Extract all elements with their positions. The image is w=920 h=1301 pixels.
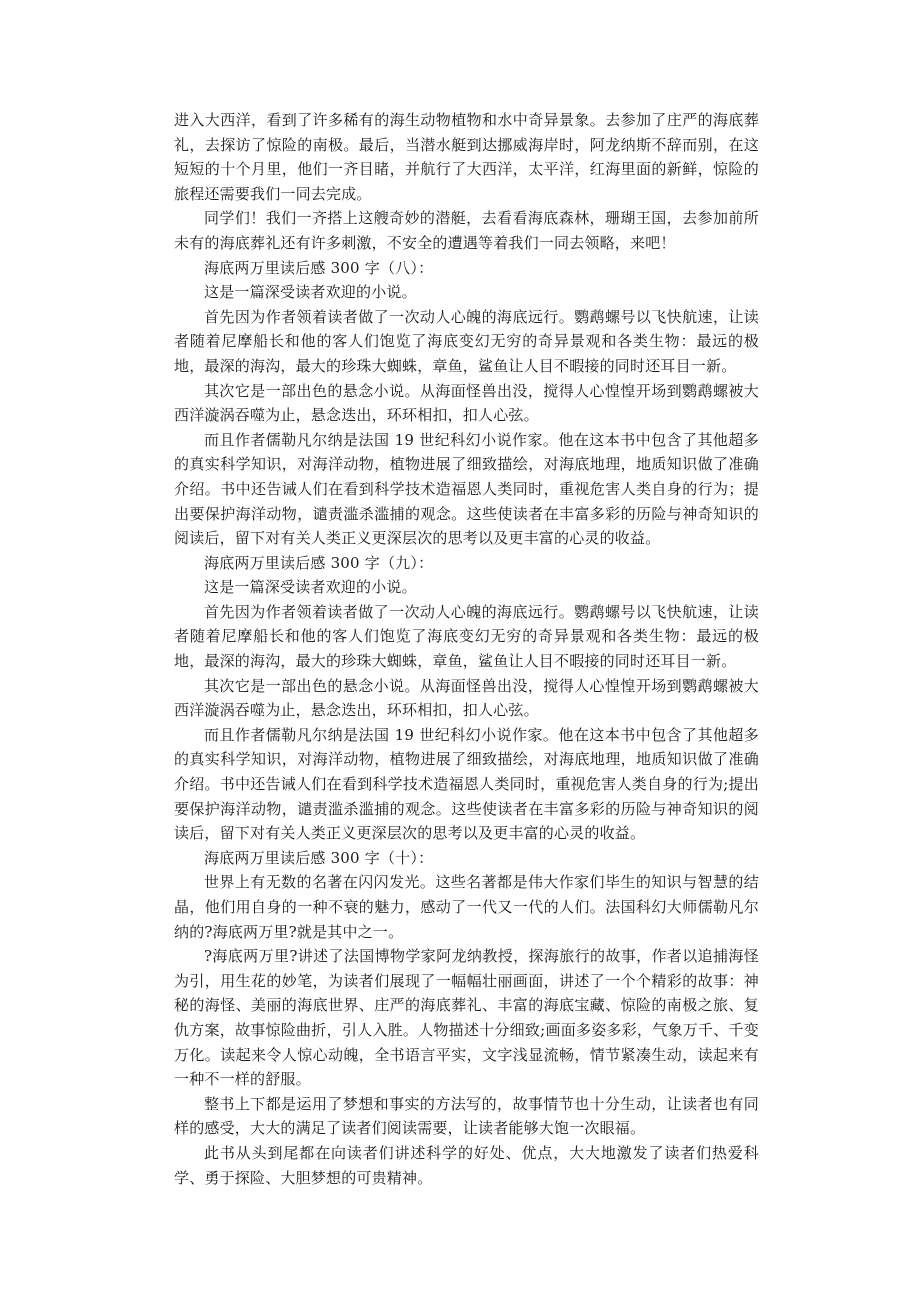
paragraph: 首先因为作者领着读者做了一次动人心魄的海底远行。鹦鹉螺号以飞快航速，让读者随着尼摩船长和他的客人们饱览了海底变幻无穷的奇异景观和各类生物：最远的极地，最深的海沟，最大的珍珠大蜘蛛，章鱼，鲨鱼让人目不暇接的同时还耳目一新。 bbox=[174, 307, 759, 375]
paragraph-continuation: 进入大西洋，看到了许多稀有的海生动物植物和水中奇异景象。去参加了庄严的海底葬礼，去探访了惊险的南极。最后，当潜水艇到达挪威海岸时，阿龙纳斯不辞而别，在这短短的十个月里，他们一齐目睹，并航行了大西洋，太平洋，红海里面的新鲜，惊险的旅程还需要我们一同去完成。 bbox=[174, 111, 759, 203]
section-heading-8: 海底两万里读后感 300 字（八）： bbox=[204, 258, 434, 277]
section-heading-10: 海底两万里读后感 300 字（十）： bbox=[204, 848, 434, 867]
paragraph: 整书上下都是运用了梦想和事实的方法写的，故事情节也十分生动，让读者也有同样的感受，大大的满足了读者们阅读需要，让读者能够大饱一次眼福。 bbox=[174, 1094, 759, 1138]
paragraph: 这是一篇深受读者欢迎的小说。 bbox=[204, 578, 417, 597]
paragraph-invitation: 同学们！我们一齐搭上这艘奇妙的潜艇，去看看海底森林，珊瑚王国，去参加前所未有的海底葬礼还有许多刺激，不安全的遭遇等着我们一同去领略，来吧！ bbox=[174, 209, 759, 252]
paragraph: 而且作者儒勒凡尔纳是法国 19 世纪科幻小说作家。他在这本书中包含了其他超多的真实科学知识，对海洋动物，植物进展了细致描绘，对海底地理，地质知识做了准确介绍。书中还告诫人们在看到科学技术造福恩人类同时，重视危害人类自身的行为;提出要保护海洋动物，谴责滥杀滥捕的观念。这些使读者在丰富多彩的历险与神奇知识的阅读后，留下对有关人类正义更深层次的思考以及更丰富的心灵的收益。 bbox=[174, 725, 759, 843]
paragraph: ?海底两万里?讲述了法国博物学家阿龙纳教授，探海旅行的故事，作者以追捕海怪为引，用生花的妙笔，为读者们展现了一幅幅壮丽画面，讲述了一个个精彩的故事：神秘的海怪、美丽的海底世界、庄严的海底葬礼、丰富的海底宝藏、惊险的南极之旅、复仇方案，故事惊险曲折，引人入胜。人物描述十分细致;画面多姿多彩，气象万千、千变万化。读起来令人惊心动魄，全书语言平实，文字浅显流畅，情节紧凑生动，读起来有一种不一样的舒服。 bbox=[174, 947, 759, 1089]
paragraph: 世界上有无数的名著在闪闪发光。这些名著都是伟大作家们毕生的知识与智慧的结晶，他们用自身的一种不衰的魅力，感动了一代又一代的人们。法国科幻大师儒勒凡尔纳的?海底两万里?就是其中之一。 bbox=[174, 873, 759, 941]
paragraph: 这是一篇深受读者欢迎的小说。 bbox=[204, 283, 417, 302]
paragraph: 首先因为作者领着读者做了一次动人心魄的海底远行。鹦鹉螺号以飞快航速，让读者随着尼摩船长和他的客人们饱览了海底变幻无穷的奇异景观和各类生物：最远的极地，最深的海沟，最大的珍珠大蜘蛛，章鱼，鲨鱼让人目不暇接的同时还耳目一新。 bbox=[174, 602, 759, 671]
paragraph: 此书从头到尾都在向读者们讲述科学的好处、优点，大大地激发了读者们热爱科学、勇于探险、大胆梦想的可贵精神。 bbox=[174, 1143, 759, 1187]
paragraph: 其次它是一部出色的悬念小说。从海面怪兽出没，搅得人心惶惶开场到鹦鹉螺被大西洋漩涡吞噬为止，悬念迭出，环环相扣，扣人心弦。 bbox=[174, 676, 759, 720]
paragraph: 而且作者儒勒凡尔纳是法国 19 世纪科幻小说作家。他在这本书中包含了其他超多的真实科学知识，对海洋动物，植物进展了细致描绘，对海底地理，地质知识做了准确介绍。书中还告诫人们在看到科学技术造福恩人类同时，重视危害人类自身的行为；提出要保护海洋动物，谴责滥杀滥捕的观念。这些使读者在丰富多彩的历险与神奇知识的阅读后，留下对有关人类正义更深层次的思考以及更丰富的心灵的收益。 bbox=[174, 430, 759, 548]
document-body bbox=[174, 108, 759, 1190]
paragraph: 其次它是一部出色的悬念小说。从海面怪兽出没，搅得人心惶惶开场到鹦鹉螺被大西洋漩涡吞噬为止，悬念迭出，环环相扣，扣人心弦。 bbox=[174, 381, 759, 425]
section-heading-9: 海底两万里读后感 300 字（九）： bbox=[204, 553, 434, 572]
